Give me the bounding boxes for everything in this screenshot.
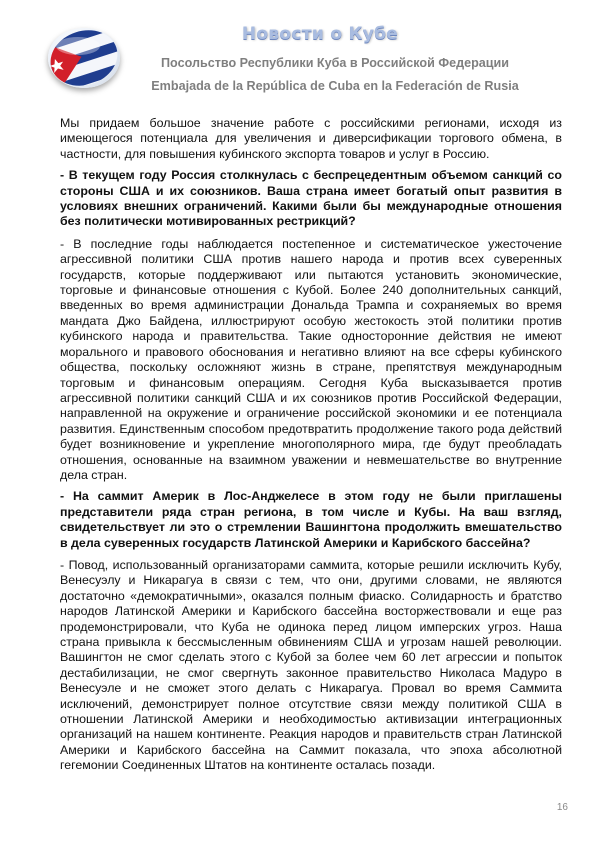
answer-paragraph: - В последние годы наблюдается постепенное и систематическое ужесточение агрессивной политики США против нашего народа и против всех суверенных государств, которые поддерживают или пытаются установить экономические, торговые и финансовые отношения с Кубой. Более 240 дополнительных санкций, введенных во время администрации Дональда Трампа и сохраняемых во время мандата Джо Байдена, иллюстрируют особую жестокость этой политики против кубинского народа и правительства. Такие односторонние действия не имеют морального и правового обоснования и негативно влияют на все сферы кубинского общества, поскольку осложняют жизнь в стране, препятствуя международным торговым и финансовым операциям. Сегодня Куба высказывается против агрессивной политики санкций США и их союзников против Российской Федерации, направленной на окружение и ограничение российской экономики и ее потенциала развития. Единственным способом предотвратить продолжение такого рода действий будет возникновение и укрепление многополярного мира, где будут преобладать отношения, основанные на взаимном уважении и невмешательстве во внутренние дела стран. [60,236,562,482]
page-header [0,0,608,110]
question-paragraph: - На саммит Америк в Лос-Анджелесе в этом году не были приглашены представители ряда стран региона, в том числе и Кубы. На ваш взгляд, свидетельствует ли это о стремлении Вашингтона продолжить вмешательство в дела суверенных государств Латинской Америки и Карибского бассейна? [60,489,562,550]
embassy-name-es: Embajada de la República de Cuba en la Federación de Rusia [151,79,519,93]
article-body [60,116,562,780]
answer-paragraph: - Повод, использованный организаторами саммита, которые решили исключить Кубу, Венесуэлу и Никарагуа в связи с тем, что они, другими словами, не являются достаточно «демократичными», оказался полным фиаско. Солидарность и братство народов Латинской Америки и Карибского бассейна восторжествовали и еще раз продемонстрировали, что Куба не одинока перед лицом имперских угроз. Наша страна привыкла к бессмысленным обвинениям США и угрозам нашей революции. Вашингтон не смог сделать этого с Кубой за более чем 60 лет агрессии и попыток дестабилизации, не смог свергнуть законное правительство Николаса Мадуро в Венесуэле и не сможет этого делать с Никарагуа. Провал во время Саммита исключений, демонстрирует полное отсутствие связи между политикой США в отношении Латинской Америки и необходимостью активизации интеграционных организаций на нашем континенте. Реакция народов и правительств стран Латинской Америки и Карибского бассейна на Саммит показала, что эпоха абсолютной гегемонии Соединенных Штатов на континенте осталась позади. [60,557,562,773]
cuban-flag-icon [48,28,120,88]
cuban-flag-logo [48,28,120,88]
embassy-name-ru: Посольство Республики Куба в Российской Федерации [161,56,509,70]
page-number: 16 [556,802,568,813]
question-paragraph: - В текущем году Россия столкнулась с беспрецедентным объемом санкций со стороны США и их союзников. Ваша страна имеет богатый опыт развития в условиях внешних ограничений. Какими были бы международные отношения без политически мотивированных рестрикций? [60,168,562,229]
answer-paragraph: Мы придаем большое значение работе с российскими регионами, исходя из имеющегося потенциала для увеличения и диверсификации торгового обмена, в частности, для повышения кубинского экспорта товаров и услуг в Россию. [60,116,562,161]
newsletter-title: Новости о Кубе [241,24,399,44]
